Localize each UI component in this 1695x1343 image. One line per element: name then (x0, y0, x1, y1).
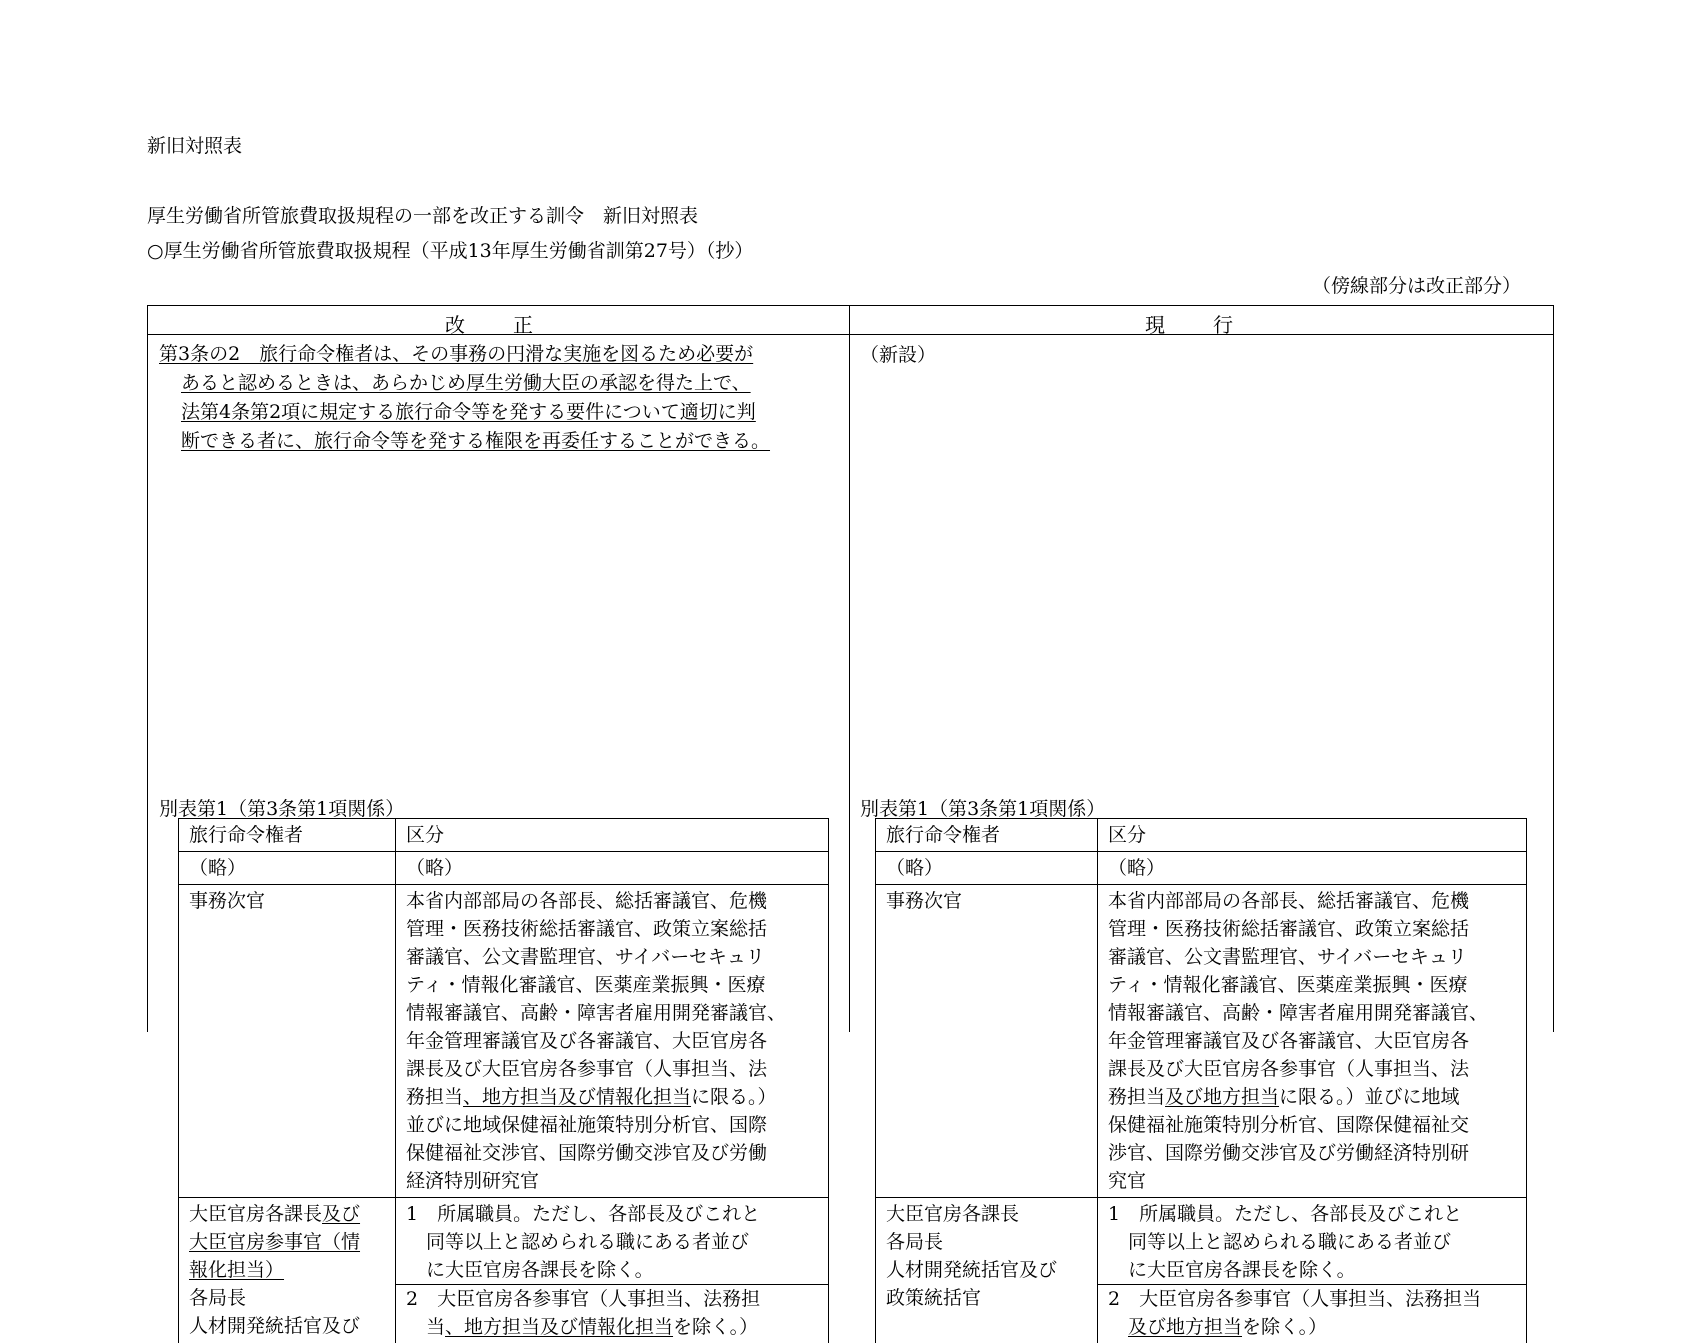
vice-minister-scope: 本省内部部局の各部長、総括審議官、危機 管理・医務技術総括審議官、政策立案総括 審議官、公文書監理官、サイバーセキュリ ティ・情報化審議官、医薬産業振興・医療 情報審議官、高齢・障害者雇用開発審議官、 年金管理審議官及び各審議官、大臣官房各 課長及び大臣官房各参事官（人事担当、法 務担当及び地方担当に限る。）並びに地域 保健福祉施策特別分析官、国際保健福祉交 渉官、国際労働交渉官及び労働経済特別研 究官 (1098, 885, 1527, 1198)
doc-title: 厚生労働省所管旅費取扱規程の一部を改正する訓令 新旧対照表 (147, 207, 698, 226)
col-header-category: 区分 (1098, 819, 1527, 852)
vice-minister-cell: 事務次官 (876, 885, 1098, 1198)
col-header-category: 区分 (396, 819, 829, 852)
row-omitted-b: （略） (396, 852, 829, 885)
amended-text: 、地方担当及び情報化担当 (463, 1086, 691, 1108)
article-line: 法第4条第2項に規定する旅行命令等を発する要件について適切に判 (159, 398, 770, 427)
row-omitted-a: （略） (876, 852, 1098, 885)
amended-text: 及び地方担当 (1165, 1086, 1279, 1108)
col-header-authority: 旅行命令権者 (876, 819, 1098, 852)
article-line: 断できる者に、旅行命令等を発する権限を再委任することができる。 (159, 427, 770, 456)
amended-text: 、地方担当及び情報化担当 (445, 1316, 673, 1338)
regulation-name: ○厚生労働省所管旅費取扱規程（平成13年厚生労働省訓第27号）（抄） (147, 242, 753, 261)
col-header-authority: 旅行命令権者 (179, 819, 396, 852)
revised-table-caption: 別表第1（第3条第1項関係） (159, 794, 404, 821)
amended-text: 及び (322, 1203, 360, 1225)
vice-minister-scope: 本省内部部局の各部長、総括審議官、危機 管理・医務技術総括審議官、政策立案総括 審議官、公文書監理官、サイバーセキュリ ティ・情報化審議官、医薬産業振興・医療 情報審議官、高齢・障害者雇用開発審議官、 年金管理審議官及び各審議官、大臣官房各 課長及び大臣官房各参事官（人事担当、法 務担当、地方担当及び情報化担当に限る。） 並びに地域保健福祉施策特別分析官、国際 保健福祉交渉官、国際労働交渉官及び労働 経済特別研究官 (396, 885, 829, 1198)
amended-text: 及び地方担当 (1128, 1316, 1242, 1338)
bureau-chiefs-scope: 1 所属職員。ただし、各部長及びこれと 同等以上と認められる職にある者並び に大臣官房各課長を除く。 2 大臣官房各参事官（人事担当、法務担 当、地方担当及び情報化担当を除く。） (396, 1198, 829, 1343)
comparison-header (148, 306, 1553, 335)
doc-label: 新旧対照表 (147, 137, 242, 156)
current-table-caption: 別表第1（第3条第1項関係） (860, 794, 1105, 821)
row-omitted-b: （略） (1098, 852, 1527, 885)
amended-text: 大臣官房参事官（情 (189, 1228, 387, 1256)
underline-note: （傍線部分は改正部分） (1312, 277, 1521, 296)
bureau-chiefs-cell: 大臣官房各課長 各局長 人材開発統括官及び 政策統括官 (876, 1198, 1098, 1343)
bureau-chiefs-cell: 大臣官房各課長及び 大臣官房参事官（情 報化担当） 各局長 人材開発統括官及び (179, 1198, 396, 1343)
current-appendix-table (875, 818, 1527, 1343)
article-line: あると認めるときは、あらかじめ厚生労働大臣の承認を得た上で、 (159, 369, 770, 398)
revised-appendix-table (178, 818, 829, 1343)
vice-minister-cell: 事務次官 (179, 885, 396, 1198)
header-revised: 改正 (445, 309, 581, 338)
header-current: 現行 (1145, 309, 1281, 338)
comparison-table (147, 305, 1554, 1032)
current-article: （新設） (860, 340, 936, 367)
article-line: 第3条の2 旅行命令権者は、その事務の円滑な実施を図るため必要が (159, 340, 770, 369)
revised-article (159, 340, 770, 456)
row-omitted-a: （略） (179, 852, 396, 885)
bureau-chiefs-scope: 1 所属職員。ただし、各部長及びこれと 同等以上と認められる職にある者並び に大臣官房各課長を除く。 2 大臣官房各参事官（人事担当、法務担当 及び地方担当を除く。） (1098, 1198, 1527, 1343)
amended-text: 報化担当） (189, 1256, 387, 1284)
column-divider (849, 306, 850, 1032)
